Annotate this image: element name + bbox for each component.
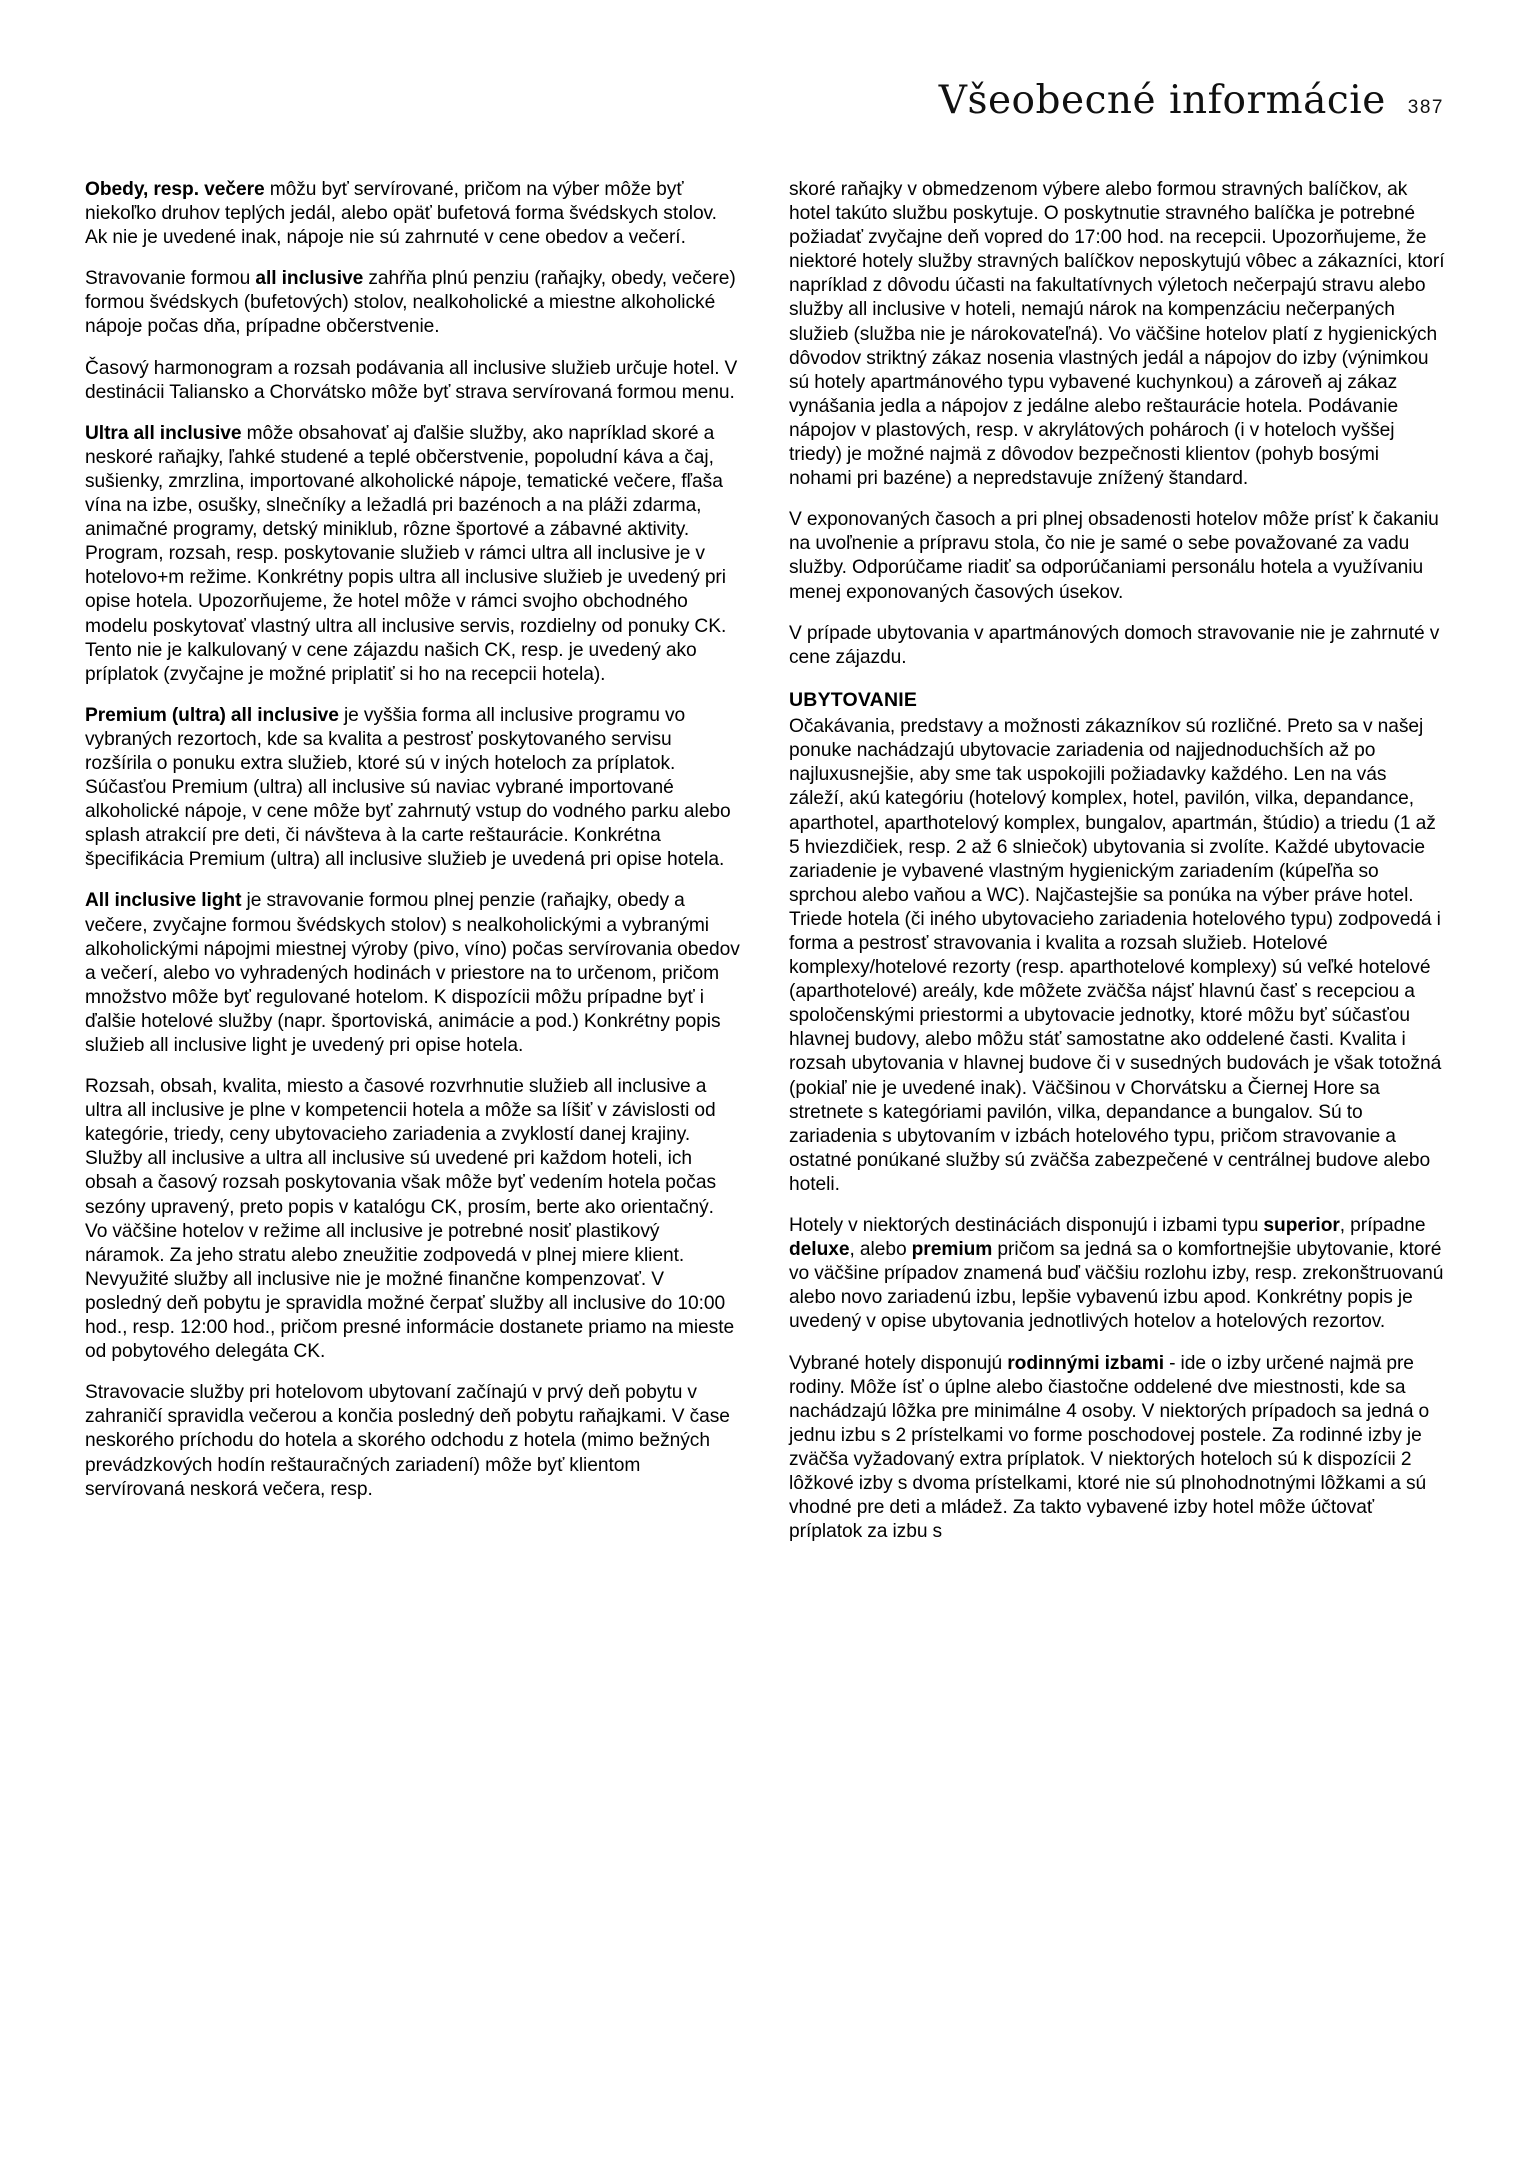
paragraph-lead: Ultra all inclusive: [85, 422, 242, 444]
page-title: Všeobecné informácie: [938, 78, 1386, 123]
paragraph: [85, 704, 741, 873]
paragraph-mid: , prípadne: [1339, 1215, 1426, 1237]
paragraph-text: môžu byť servírované, pričom na výber môže byť niekoľko druhov teplých jedál, alebo opäť bufetová forma švédskych stolov. Ak nie je uvedené inak, nápoje nie sú zahrnuté v cene obedov a večerí.: [85, 179, 717, 249]
paragraph-lead: Obedy, resp. večere: [85, 179, 265, 200]
paragraph-text: Rozsah, obsah, kvalita, miesto a časové rozvrhnutie služieb all inclusive a ultra all inclusive je plne v kompetencii hotela a môže sa líšiť v závislosti od kategórie, triedy, ceny ubytovacieho zariadenia a zvyklostí danej krajiny. Služby all inclusive a ultra all inclusive sú uvedené pri každom hoteli, ich obsah a časový rozsah poskytovania však môže byť vedením hotela počas sezóny upravený, preto popis v katalógu CK, prosím, berte ako orientačný. Vo väčšine hotelov v režime all inclusive je potrebné nosiť plastikový náramok. Za jeho stratu alebo zneužitie zodpovedá v plnej miere klient. Nevyužité služby all inclusive nie je možné finančne kompenzovať. V posledný deň pobytu je spravidla možné čerpať služby all inclusive do 10:00 hod., resp. 12:00 hod., pričom presné informácie dostanete priamo na mieste od pobytového delegáta CK.: [85, 1076, 735, 1363]
section-heading-ubytovanie: UBYTOVANIE: [789, 688, 918, 711]
paragraph-text: Stravovacie služby pri hotelovom ubytovaní začínajú v prvý deň pobytu v zahraničí spravidla večerou a končia posledný deň pobytu raňajkami. V čase neskorého príchodu do hotela a skorého odchodu z hotela (mimo bežných prevádzkových hodín reštauračných zariadení) môže byť klientom servírovaná neskorá večera, resp.: [85, 1382, 730, 1500]
two-column-body: [85, 178, 1445, 1544]
paragraph-text: skoré raňajky v obmedzenom výbere alebo formou stravných balíčkov, ak hotel takúto službu poskytuje. O poskytnutie stravného balíčka je potrebné požiadať zvyčajne deň vopred do 17:00 hod. na recepcii. Upozorňujeme, že niektoré hotely služby stravných balíčkov neposkytujú vôbec a zákazníci, ktorí napríklad z dôvodu účasti na fakultatívnych výletoch nečerpajú stravu alebo služby all inclusive v hoteli, nemajú nárok na kompenzáciu nečerpaných služieb (služba nie je nárokovateľná). Vo väčšine hotelov platí z hygienických dôvodov striktný zákaz nosenia vlastných jedál a nápojov do izby (výnimkou sú hotely apartmánového typu vybavené kuchynkou) a zároveň aj zákaz vynášania jedla a nápojov z jedálne alebo reštaurácie hotela. Podávanie nápojov v plastových, resp. v akrylátových pohároch (i v hoteloch vyššej triedy) je možné najmä z dôvodov bezpečnosti klientov (pohyb bosými nohami pri bazéne) a nepredstavuje znížený štandard.: [789, 179, 1445, 490]
paragraph-text: Časový harmonogram a rozsah podávania all inclusive služieb určuje hotel. V destinácii Taliansko a Chorvátsko môže byť strava servírovaná formou menu.: [85, 357, 738, 403]
paragraph: [789, 508, 1445, 604]
paragraph: [85, 267, 741, 339]
paragraph-inline-bold: superior: [1263, 1215, 1340, 1237]
paragraph-mid: , alebo: [849, 1239, 912, 1261]
paragraph-text: V prípade ubytovania v apartmánových domoch stravovanie nie je zahrnuté v cene zájazdu.: [789, 622, 1440, 668]
paragraph: [85, 178, 741, 250]
paragraph-text: je vyššia forma all inclusive programu vo vybraných rezortoch, kde sa kvalita a pestrosť poskytovaného servisu rozšírila o ponuku extra služieb, ktoré sú v iných hoteloch za príplatok. Súčasťou Premium (ultra) all inclusive sú naviac vybrané importované alkoholické nápoje, v cene môže byť zahrnutý vstup do vodného parku alebo splash atrakcií pre deti, či návšteva à la carte reštaurácie. Konkrétna špecifikácia Premium (ultra) all inclusive služieb je uvedená pri opise hotela.: [85, 704, 731, 871]
paragraph-inline-bold: premium: [911, 1239, 993, 1261]
paragraph: [85, 357, 741, 405]
paragraph-lead: All inclusive light: [85, 890, 242, 912]
paragraph-pre: Vybrané hotely disponujú: [789, 1352, 1008, 1374]
paragraph: [85, 889, 741, 1058]
paragraph: [789, 715, 1445, 1197]
paragraph: [789, 1214, 1445, 1334]
paragraph-inline-bold: deluxe: [789, 1239, 850, 1261]
right-column: [789, 178, 1445, 1544]
paragraph-text: môže obsahovať aj ďalšie služby, ako napríklad skoré a neskoré raňajky, ľahké studené a teplé občerstvenie, popoludní káva a čaj, sušienky, zmrzlina, importované alkoholické nápoje, tematické večere, fľaša vína na izbe, osušky, slnečníky a ležadlá pri bazénoch a na pláži zdarma, animačné programy, detský miniklub, rôzne športové a zábavné aktivity. Program, rozsah, resp. poskytovanie služieb v rámci ultra all inclusive je v hotelovo+m režime. Konkrétny popis ultra all inclusive služieb je uvedený pri opise hotela. Upozorňujeme, že hotel môže v rámci svojho obchodného modelu poskytovať vlastný ultra all inclusive servis, rozdielny od ponuky CK. Tento nie je kalkulovaný v cene zájazdu našich CK, resp. je uvedený ako príplatok (zvyčajne je možné priplatiť si ho na recepcii hotela).: [85, 422, 727, 685]
paragraph: [789, 1352, 1445, 1545]
paragraph-text: Očakávania, predstavy a možnosti zákazníkov sú rozličné. Preto sa v našej ponuke nachádzajú ubytovacie zariadenia od najjednoduchších až po najluxusnejšie, aby sme tak uspokojili požiadavky každého. Len na vás záleží, akú kategóriu (hotelový komplex, hotel, pavilón, vilka, depandance, aparthotel, aparthotelový komplex, bungalov, apartmán, štúdio) a triedu (1 až 5 hviezdičiek, resp. 2 až 6 slniečok) ubytovania si zvolíte. Každé ubytovacie zariadenie je vybavené vlastným hygienickým zariadením (kúpeľňa so sprchou alebo vaňou a WC). Najčastejšie sa ponúka na výber práve hotel. Triede hotela (či iného ubytovacieho zariadenia hotelového typu) zodpovedá i forma a pestrosť stravovania i kvalita a rozsah služieb. Hotelové komplexy/hotelové rezorty (resp. aparthotelové komplexy) sú veľké hotelové (aparthotelové) areály, kde môžete zväčša nájsť hlavnú časť s recepciou a spoločenskými priestormi a ubytovacie jednotky, ktoré môžu byť súčasťou hlavnej budovy, alebo môžu stáť samostatne ako oddelené časti. Kvalita i rozsah ubytovania v hlavnej budove či v susedných budovách je však totožná (pokiaľ nie je uvedené inak). Väčšinou v Chorvátsku a Čiernej Hore sa stretnete s kategóriami pavilón, vilka, depandance a bungalov. Sú to zariadenia s ubytovaním v izbách hotelového typu, pričom stravovanie a ostatné ponúkané služby sú zväčša zabezpečené v centrálnej budove alebo hoteli.: [789, 716, 1442, 1195]
paragraph: [789, 178, 1445, 491]
page-header: [939, 78, 1444, 123]
paragraph-text: je stravovanie formou plnej penzie (raňajky, obedy a večere, zvyčajne formou švédskych stolov) s nealkoholickými a vybranými alkoholickými nápojmi miestnej výroby (pivo, víno) počas servírovania obedov a večerí, alebo vo vyhradených hodinách v priestore na to určenom, pričom množstvo môže byť regulované hotelom. K dispozícii môžu prípadne byť i ďalšie hotelové služby (napr. športoviská, animácie a pod.) Konkrétny popis služieb all inclusive light je uvedený pri opise hotela.: [85, 890, 740, 1056]
paragraph-text: - ide o izby určené najmä pre rodiny. Môže ísť o úplne alebo čiastočne oddelené dve miestnosti, kde sa nachádzajú lôžka pre minimálne 4 osoby. V niektorých prípadoch sa jedná o jednu izbu s 2 prístelkami vo forme poschodovej postele. Za rodinné izby je zväčša vyžadovaný extra príplatok. V niektorých hoteloch sú k dispozícii 2 lôžkové izby s dvoma prístelkami, ktoré nie sú plnohodnotnými lôžkami a sú vhodné pre deti a mládež. Za takto vybavené izby hotel môže účtovať príplatok za izbu s: [789, 1352, 1430, 1543]
paragraph: [789, 622, 1445, 670]
paragraph-inline-bold: all inclusive: [255, 268, 364, 290]
paragraph-pre: Hotely v niektorých destináciách disponujú i izbami typu: [789, 1215, 1264, 1237]
paragraph: [85, 422, 741, 687]
paragraph: [85, 1381, 741, 1501]
paragraph: [85, 1075, 741, 1364]
paragraph-lead: Premium (ultra) all inclusive: [85, 704, 339, 726]
page-number: 387: [1407, 97, 1444, 118]
paragraph-text: V exponovaných časoch a pri plnej obsadenosti hotelov môže prísť k čakaniu na uvoľnenie a prípravu stola, čo nie je samé o sebe považované za vadu služby. Odporúčame riadiť sa odporúčaniami personálu hotela a využívaniu menej exponovaných časových úsekov.: [789, 509, 1439, 603]
paragraph-text: zahŕňa plnú penziu (raňajky, obedy, večere) formou švédskych (bufetových) stolov, nealkoholické a miestne alkoholické nápoje počas dňa, prípadne občerstvenie.: [85, 268, 736, 338]
paragraph-text: pričom sa jedná sa o komfortnejšie ubytovanie, ktoré vo väčšine prípadov znamená buď väčšiu rozlohu izby, resp. zrekonštruovanú alebo novo zariadenú izbu, lepšie vybavenú izbu apod. Konkrétny popis je uvedený v opise ubytovania jednotlivých hotelov a hotelových rezortov.: [789, 1239, 1444, 1333]
left-column: [85, 178, 741, 1544]
paragraph-inline-bold: rodinnými izbami: [1007, 1352, 1165, 1374]
paragraph-pre: Stravovanie formou: [85, 268, 256, 290]
